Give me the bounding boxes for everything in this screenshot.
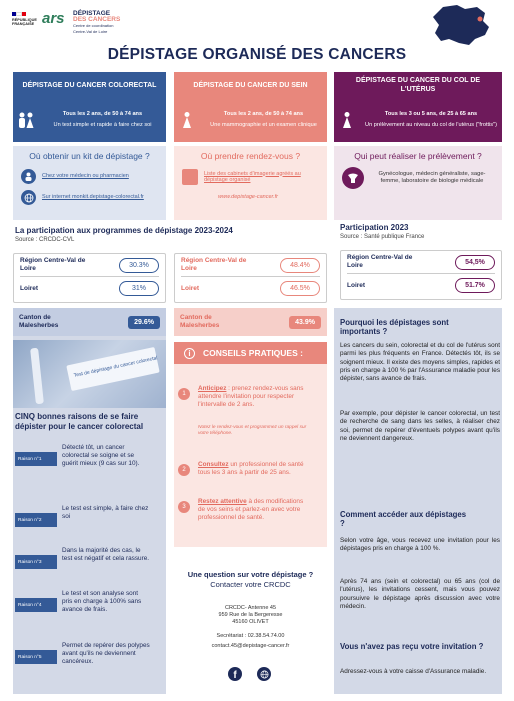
- panel-sein: [174, 146, 327, 220]
- canton-label: Canton de Malesherbes: [19, 314, 59, 329]
- conseils-title: CONSEILS PRATIQUES :: [203, 348, 303, 358]
- crcdc-logo: [73, 11, 120, 35]
- page-title: DÉPISTAGE ORGANISÉ DES CANCERS: [107, 46, 407, 63]
- canton-value-colorectal: 29.6%: [128, 316, 160, 329]
- brand-line-2: DES CANCERS: [73, 16, 121, 23]
- conseil-bold: Anticipez: [198, 385, 227, 392]
- info-sein: [174, 98, 327, 142]
- conseil-body: : prenez rendez-vous sans attendre l'invitation pour respecter l'intervalle de 2 ans.: [198, 385, 304, 408]
- woman-icon: [334, 111, 360, 129]
- stat-label: Loiret: [20, 284, 39, 292]
- stat-value: 30.3%: [119, 258, 159, 273]
- stat-label: Région Centre-Val de Loire: [181, 257, 247, 272]
- stat-value: 51.7%: [455, 278, 495, 293]
- contact-phone: Secrétariat : 02.38.54.74.00: [216, 633, 285, 639]
- link-medecin[interactable]: Chez votre médecin ou pharmacien: [42, 173, 129, 180]
- reason-tag: Raison n°1: [15, 452, 57, 466]
- conseil-note: Notez le rendez-vous et programmez un rappel sur votre téléphone.: [198, 425, 307, 436]
- canton-label: Canton de Malesherbes: [180, 314, 220, 329]
- paragraph-acceder-2: Après 74 ans (sein et colorectal) ou 65 ans (col de l'utérus), les invitations cessent, mais vous pouvez poursuivre le dépistage après discussion avec votre médecin.: [340, 578, 500, 610]
- reason-tag: Raison n°5: [15, 650, 57, 664]
- paragraph-invitation: Adressez-vous à votre caisse d'Assurance maladie.: [340, 668, 487, 675]
- conseil-text: [198, 461, 308, 477]
- reason-text: Le test est simple, à faire chez soi: [62, 505, 149, 520]
- conseils-header: [174, 342, 327, 364]
- contact-address-3: 45160 OLIVET: [232, 619, 269, 625]
- stats-uterus: [340, 250, 502, 300]
- list-icon: [182, 169, 198, 185]
- panel-uterus: [334, 146, 502, 220]
- conseil-body: un professionnel de santé tous les 3 ans à partir de 25 ans.: [198, 461, 304, 476]
- conseil-number: 3: [178, 501, 190, 513]
- paragraph-acceder-1: Selon votre âge, vous recevez une invitation pour les dépistages pris en charge à 100 %.: [340, 537, 500, 553]
- region-map-icon: [425, 3, 501, 47]
- info-uterus: [334, 98, 502, 142]
- participation-title: La participation aux programmes de dépistage 2023-2024: [15, 226, 233, 235]
- panel-title-uterus: Qui peut réaliser le prélèvement ?: [354, 151, 482, 161]
- panel-colorectal: [13, 146, 166, 220]
- republique-line-1: RÉPUBLIQUE: [12, 18, 37, 22]
- stat-value: 48.4%: [280, 258, 320, 273]
- info-colorectal: [13, 98, 166, 142]
- paragraph-pourquoi-2: Par exemple, pour dépister le cancer colorectal, un test de recherche de sang dans les selles, à réaliser chez soi, permet de repérer d'éventuels polypes avant qu'ils ne deviennent dangereux.: [340, 410, 500, 442]
- canton-value-sein: 43.9%: [289, 316, 321, 329]
- stats-colorectal: [13, 253, 166, 303]
- info-icon: i: [184, 348, 195, 359]
- header-colorectal: DÉPISTAGE DU CANCER COLORECTAL: [13, 72, 166, 98]
- heading-acceder: Comment accéder aux dépistages ?: [340, 510, 467, 528]
- test-sein: Une mammographie et un examen clinique: [210, 121, 317, 128]
- uterus-participation-source: Source : Santé publique France: [340, 234, 425, 240]
- stat-label: Loiret: [181, 284, 200, 292]
- participation-source: Source : CRCDC-CVL: [15, 237, 75, 243]
- uterus-icon: [342, 167, 364, 189]
- canton-sein: [174, 308, 327, 336]
- stat-value: 31%: [119, 281, 159, 296]
- heading-invitation: Vous n'avez pas reçu votre invitation ?: [340, 642, 484, 651]
- brand-sub-2: Centre-Val de Loire: [73, 29, 108, 34]
- link-depistage-cancer[interactable]: www.depistage-cancer.fr: [218, 194, 279, 200]
- test-uterus: Un prélèvement au niveau du col de l'utérus ("frottis"): [365, 121, 497, 128]
- test-kit-photo: [13, 340, 166, 408]
- globe-icon: [21, 190, 36, 205]
- reason-text: Le test et son analyse sont pris en charge à 100% sans avance de frais.: [62, 590, 142, 613]
- republique-line-2: FRANÇAISE: [12, 22, 35, 26]
- contact-question: Une question sur votre dépistage ?: [187, 570, 314, 579]
- ars-logo: ars: [42, 10, 65, 27]
- woman-icon: [174, 111, 200, 129]
- reason-text: Détecté tôt, un cancer colorectal se soigne et se guérit mieux (9 cas sur 10).: [62, 444, 140, 467]
- facebook-icon[interactable]: f: [228, 667, 242, 681]
- doctor-icon: [21, 169, 36, 184]
- conseil-number: 1: [178, 388, 190, 400]
- republique-logo: [12, 12, 40, 26]
- uterus-participation-title: Participation 2023: [340, 223, 409, 232]
- test-colorectal: Un test simple et rapide à faire chez soi: [53, 121, 152, 128]
- reason-tag: Raison n°3: [15, 555, 57, 569]
- brand-line-1: DÉPISTAGE: [73, 10, 111, 17]
- reason-text: Permet de repérer des polypes avant qu'ils ne deviennent cancéreux.: [62, 642, 150, 665]
- conseil-number: 2: [178, 464, 190, 476]
- reason-tag: Raison n°4: [15, 598, 57, 612]
- conseil-text: [198, 385, 308, 409]
- header-uterus: DÉPISTAGE DU CANCER DU COL DE L'UTÉRUS: [334, 72, 502, 98]
- website-globe-icon[interactable]: [257, 667, 271, 681]
- contact-cta: Contacter votre CRCDC: [210, 580, 291, 589]
- age-colorectal: Tous les 2 ans, de 50 à 74 ans: [62, 111, 143, 117]
- stat-value: 54,5%: [455, 255, 495, 270]
- stat-label: Région Centre-Val de Loire: [347, 254, 413, 269]
- canton-colorectal: [13, 308, 166, 336]
- stat-label: Loiret: [347, 281, 366, 289]
- stats-sein: [174, 253, 327, 303]
- brand-sub-1: Centre de coordination: [73, 23, 114, 28]
- age-uterus: Tous les 3 ou 5 ans, de 25 à 65 ans: [384, 111, 478, 117]
- heading-pourquoi: Pourquoi les dépistages sont importants ?: [340, 318, 449, 336]
- link-monkit[interactable]: Sur internet monkit.depistage-colorectal.fr: [42, 194, 144, 201]
- age-sein: Tous les 2 ans, de 50 à 74 ans: [223, 111, 304, 117]
- reason-text: Dans la majorité des cas, le test est négatif et cela rassure.: [62, 547, 150, 562]
- stat-label: Région Centre-Val de Loire: [20, 257, 86, 272]
- conseil-bold: Restez attentive: [198, 498, 247, 505]
- paragraph-pourquoi-1: Les cancers du sein, colorectal et du col de l'utérus sont parmi les plus fréquents en France. Détectés tôt, ils se soignent mieux. Il existe des moyens simples, rapides et pris en charge à 100 % par l'Assurance maladie pour les dépister, sans avance de frais.: [340, 342, 501, 383]
- header-sein: DÉPISTAGE DU CANCER DU SEIN: [174, 72, 327, 98]
- conseil-text: [198, 498, 308, 522]
- stat-value: 46.5%: [280, 281, 320, 296]
- contact-address-2: 959 Rue de la Bergeresse: [218, 612, 283, 618]
- conseil-bold: Consultez: [198, 461, 229, 468]
- people-icon: [13, 111, 39, 129]
- link-cabinets[interactable]: Liste des cabinets d'imagerie agréés au dépistage organisé: [204, 170, 301, 183]
- photo-label: Test de dépistage du cancer colorectal: [73, 355, 159, 379]
- contact-address-1: CRCDC- Antenne 45: [224, 605, 277, 611]
- panel-title-colorectal: Où obtenir un kit de dépistage ?: [29, 151, 150, 161]
- reason-tag: Raison n°2: [15, 513, 57, 527]
- conseil-body: à des modifications de vos seins et parlez-en avec votre professionnel de santé.: [198, 498, 304, 521]
- uterus-professionals: Gynécologue, médecin généraliste, sage-femme, laboratoire de biologie médicale: [378, 170, 486, 184]
- panel-title-sein: Où prendre rendez-vous ?: [200, 151, 301, 161]
- reasons-title: CINQ bonnes raisons de se faire dépister pour le cancer colorectal: [15, 412, 144, 431]
- contact-email: contact.45@depistage-cancer.fr: [211, 643, 290, 649]
